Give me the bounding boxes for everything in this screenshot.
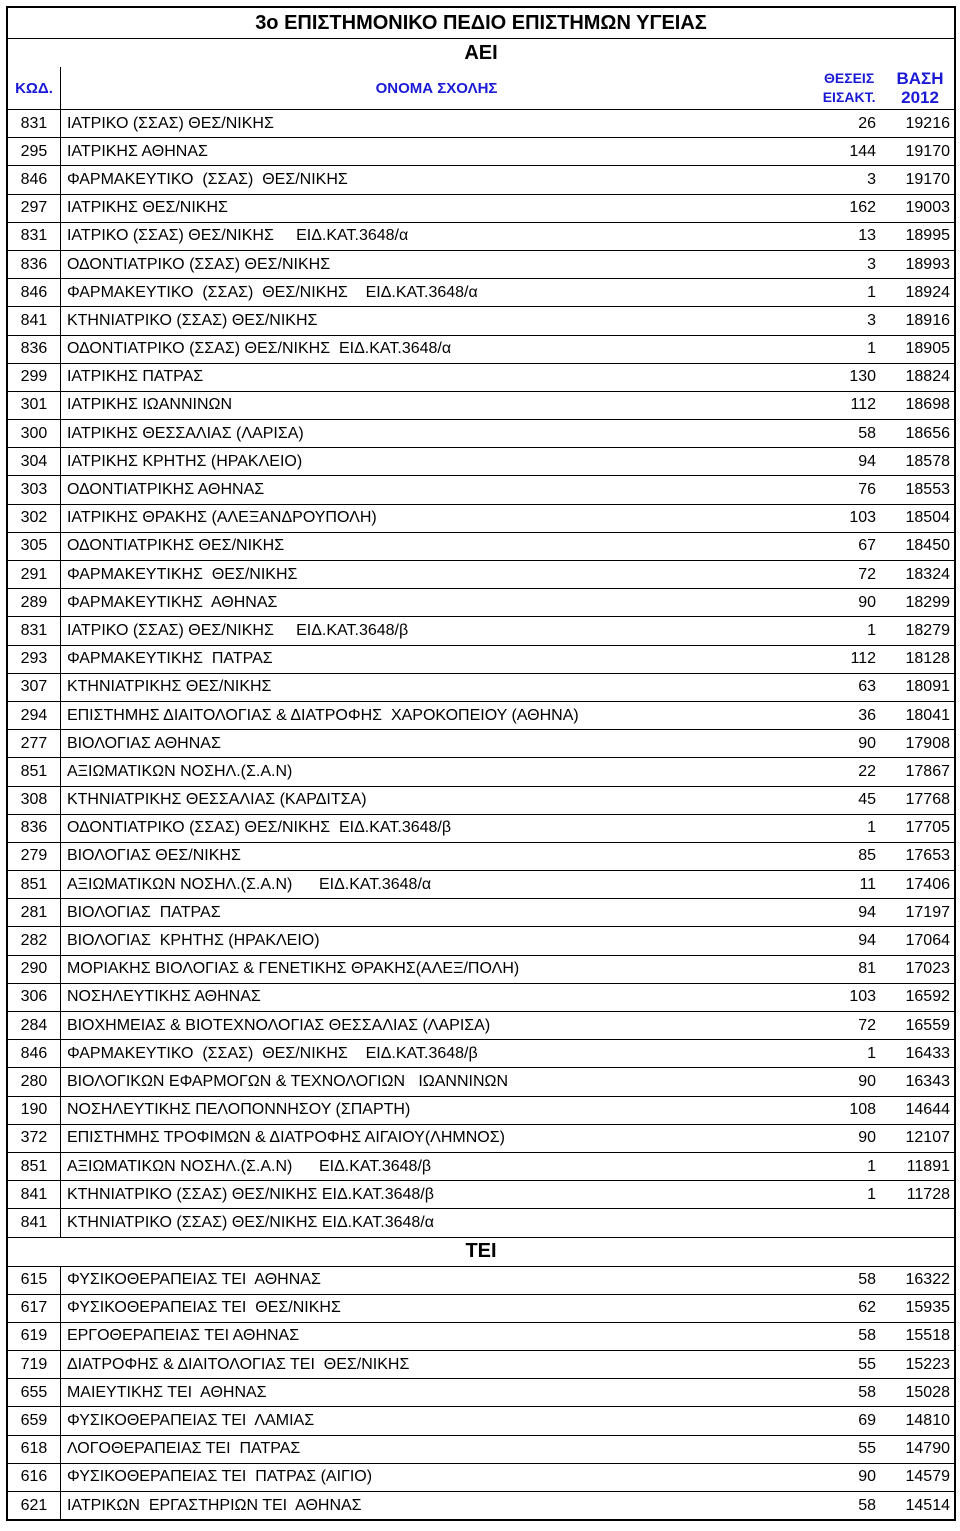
cell-name: ΕΠΙΣΤΗΜΗΣ ΔΙΑΙΤΟΛΟΓΙΑΣ & ΔΙΑΤΡΟΦΗΣ ΧΑΡΟΚΟΠΕΙΟΥ (ΑΘΗΝΑ)	[66, 706, 579, 724]
cell-name: ΒΙΟΛΟΓΙΚΩΝ ΕΦΑΡΜΟΓΩΝ & ΤΕΧΝΟΛΟΓΙΩΝ ΙΩΑΝΝΙΝΩΝ	[66, 1072, 509, 1090]
cell-name: ΝΟΣΗΛΕΥΤΙΚΗΣ ΠΕΛΟΠΟΝΝΗΣΟΥ (ΣΠΑΡΤΗ)	[66, 1101, 411, 1119]
cell-seats: 103	[849, 988, 877, 1006]
cell-base: 18128	[905, 650, 950, 668]
cell-base: 18916	[905, 311, 950, 329]
cell-code: 836	[8, 815, 61, 842]
cell-base: 15935	[905, 1299, 950, 1317]
cell-base: 15518	[905, 1327, 950, 1345]
cell-seats: 1	[867, 621, 877, 639]
cell-name: ΕΡΓΟΘΕΡΑΠΕΙΑΣ ΤΕΙ ΑΘΗΝΑΣ	[66, 1327, 300, 1345]
cell-name: ΙΑΤΡΙΚΟ (ΣΣΑΣ) ΘΕΣ/ΝΙΚΗΣ ΕΙΔ.ΚΑΤ.3648/α	[66, 227, 409, 245]
cell-base: 17406	[905, 875, 950, 893]
table-row	[8, 956, 954, 984]
header-seats-line1: ΘΕΣΕΙΣ	[823, 70, 875, 86]
cell-name: ΟΔΟΝΤΙΑΤΡΙΚΟ (ΣΣΑΣ) ΘΕΣ/ΝΙΚΗΣ ΕΙΔ.ΚΑΤ.3648/β	[66, 819, 452, 837]
cell-seats: 1	[867, 340, 877, 358]
cell-code: 841	[8, 307, 61, 334]
cell-code: 846	[8, 166, 61, 193]
cell-seats: 94	[858, 903, 877, 921]
cell-base: 14514	[905, 1496, 950, 1514]
cell-name: ΑΞΙΩΜΑΤΙΚΩΝ ΝΟΣΗΛ.(Σ.Α.Ν)	[66, 762, 293, 780]
aei-section-title: ΑΕΙ	[464, 41, 498, 64]
table-row	[8, 505, 954, 533]
cell-base: 15028	[905, 1383, 950, 1401]
cell-code: 304	[8, 448, 61, 475]
cell-name: ΚΤΗΝΙΑΤΡΙΚΟ (ΣΣΑΣ) ΘΕΣ/ΝΙΚΗΣ ΕΙΔ.ΚΑΤ.3648/β	[66, 1185, 434, 1203]
cell-name: ΝΟΣΗΛΕΥΤΙΚΗΣ ΑΘΗΝΑΣ	[66, 988, 261, 1006]
cell-name: ΒΙΟΛΟΓΙΑΣ ΑΘΗΝΑΣ	[66, 734, 221, 752]
cell-base: 18299	[905, 593, 950, 611]
cell-name: ΔΙΑΤΡΟΦΗΣ & ΔΙΑΙΤΟΛΟΓΙΑΣ ΤΕΙ ΘΕΣ/ΝΙΚΗΣ	[66, 1355, 410, 1373]
cell-code: 289	[8, 589, 61, 616]
cell-name: ΙΑΤΡΙΚΗΣ ΘΡΑΚΗΣ (ΑΛΕΞΑΝΔΡΟΥΠΟΛΗ)	[66, 509, 377, 527]
cell-seats: 58	[858, 1496, 877, 1514]
header-base-line2: 2012	[901, 88, 939, 107]
cell-name: ΦΑΡΜΑΚΕΥΤΙΚΗΣ ΑΘΗΝΑΣ	[66, 593, 278, 611]
table-row	[8, 1492, 954, 1519]
cell-seats: 55	[858, 1355, 877, 1373]
cell-seats: 3	[867, 255, 877, 273]
cell-code: 303	[8, 476, 61, 503]
cell-code: 291	[8, 561, 61, 588]
cell-code: 308	[8, 787, 61, 814]
table-row	[8, 364, 954, 392]
cell-name: ΒΙΟΧΗΜΕΙΑΣ & ΒΙΟΤΕΧΝΟΛΟΓΙΑΣ ΘΕΣΣΑΛΙΑΣ (ΛΑΡΙΣΑ)	[66, 1016, 491, 1034]
cell-code: 836	[8, 336, 61, 363]
cell-seats: 26	[858, 114, 877, 132]
cell-code: 831	[8, 110, 61, 137]
table-row	[8, 110, 954, 138]
table-row	[8, 476, 954, 504]
table-row	[8, 1012, 954, 1040]
cell-base: 18698	[905, 396, 950, 414]
table-row	[8, 1351, 954, 1379]
cell-name: ΚΤΗΝΙΑΤΡΙΚΟ (ΣΣΑΣ) ΘΕΣ/ΝΙΚΗΣ	[66, 311, 318, 329]
table-row	[8, 730, 954, 758]
cell-name: ΦΥΣΙΚΟΘΕΡΑΠΕΙΑΣ ΤΕΙ ΘΕΣ/ΝΙΚΗΣ	[66, 1299, 341, 1317]
table-row	[8, 1295, 954, 1323]
table-row	[8, 815, 954, 843]
cell-name: ΟΔΟΝΤΙΑΤΡΙΚΟ (ΣΣΑΣ) ΘΕΣ/ΝΙΚΗΣ ΕΙΔ.ΚΑΤ.3648/α	[66, 340, 452, 358]
cell-code: 851	[8, 871, 61, 898]
cell-name: ΙΑΤΡΙΚΗΣ ΘΕΣΣΑΛΙΑΣ (ΛΑΡΙΣΑ)	[66, 424, 304, 442]
table-row	[8, 1267, 954, 1295]
cell-base: 18504	[905, 509, 950, 527]
cell-seats: 85	[858, 847, 877, 865]
cell-name: ΑΞΙΩΜΑΤΙΚΩΝ ΝΟΣΗΛ.(Σ.Α.Ν) ΕΙΔ.ΚΑΤ.3648/α	[66, 875, 432, 893]
cell-base	[886, 1209, 954, 1236]
cell-base: 17768	[905, 791, 950, 809]
cell-name: ΦΑΡΜΑΚΕΥΤΙΚΟ (ΣΣΑΣ) ΘΕΣ/ΝΙΚΗΣ	[66, 170, 348, 188]
cell-code: 618	[8, 1436, 61, 1463]
cell-code: 846	[8, 1040, 61, 1067]
cell-base: 18905	[905, 340, 950, 358]
table-row	[8, 279, 954, 307]
cell-base: 14579	[905, 1468, 950, 1486]
cell-code: 851	[8, 758, 61, 785]
header-name: ΟΝΟΜΑ ΣΧΟΛΗΣ	[375, 79, 498, 97]
table-row	[8, 1097, 954, 1125]
cell-seats: 90	[858, 1468, 877, 1486]
cell-code: 295	[8, 138, 61, 165]
cell-base: 19170	[905, 170, 950, 188]
tei-table-body	[8, 1267, 954, 1520]
table-row	[8, 1436, 954, 1464]
cell-name: ΚΤΗΝΙΑΤΡΙΚΗΣ ΘΕΣ/ΝΙΚΗΣ	[66, 678, 272, 696]
cell-code: 284	[8, 1012, 61, 1039]
table-row	[8, 843, 954, 871]
cell-code: 282	[8, 927, 61, 954]
cell-seats: 94	[858, 452, 877, 470]
cell-base: 18995	[905, 227, 950, 245]
cell-seats: 22	[858, 762, 877, 780]
cell-code: 279	[8, 843, 61, 870]
cell-name: ΛΟΓΟΘΕΡΑΠΕΙΑΣ ΤΕΙ ΠΑΤΡΑΣ	[66, 1440, 301, 1458]
cell-seats: 58	[858, 1327, 877, 1345]
cell-name: ΦΑΡΜΑΚΕΥΤΙΚΗΣ ΘΕΣ/ΝΙΚΗΣ	[66, 565, 298, 583]
cell-base: 18578	[905, 452, 950, 470]
cell-seats: 162	[849, 199, 877, 217]
cell-base: 17653	[905, 847, 950, 865]
table-row	[8, 448, 954, 476]
cell-name: ΦΥΣΙΚΟΘΕΡΑΠΕΙΑΣ ΤΕΙ ΑΘΗΝΑΣ	[66, 1271, 321, 1289]
cell-base: 17023	[905, 960, 950, 978]
cell-code: 301	[8, 392, 61, 419]
cell-name: ΒΙΟΛΟΓΙΑΣ ΚΡΗΤΗΣ (ΗΡΑΚΛΕΙΟ)	[66, 932, 320, 950]
cell-base: 18450	[905, 537, 950, 555]
cell-name: ΦΑΡΜΑΚΕΥΤΙΚΗΣ ΠΑΤΡΑΣ	[66, 650, 273, 668]
cell-seats: 67	[858, 537, 877, 555]
table-row	[8, 1125, 954, 1153]
table-row	[8, 1153, 954, 1181]
cell-base: 17064	[905, 932, 950, 950]
cell-code: 280	[8, 1068, 61, 1095]
cell-name: ΚΤΗΝΙΑΤΡΙΚΗΣ ΘΕΣΣΑΛΙΑΣ (ΚΑΡΔΙΤΣΑ)	[66, 791, 367, 809]
cell-code: 300	[8, 420, 61, 447]
cell-name: ΦΥΣΙΚΟΘΕΡΑΠΕΙΑΣ ΤΕΙ ΠΑΤΡΑΣ (ΑΙΓΙΟ)	[66, 1468, 373, 1486]
cell-name: ΜΑΙΕΥΤΙΚΗΣ ΤΕΙ ΑΘΗΝΑΣ	[66, 1383, 267, 1401]
cell-base: 19170	[905, 142, 950, 160]
cell-code: 841	[8, 1209, 61, 1236]
table-row	[8, 392, 954, 420]
cell-name: ΟΔΟΝΤΙΑΤΡΙΚΗΣ ΘΕΣ/ΝΙΚΗΣ	[66, 537, 285, 555]
cell-base: 18041	[905, 706, 950, 724]
table-row	[8, 336, 954, 364]
cell-code: 621	[8, 1492, 61, 1519]
cell-code: 299	[8, 364, 61, 391]
cell-base: 14790	[905, 1440, 950, 1458]
table-row	[8, 1379, 954, 1407]
cell-seats	[812, 1209, 886, 1236]
cell-code: 293	[8, 646, 61, 673]
table-row	[8, 984, 954, 1012]
cell-seats: 76	[858, 481, 877, 499]
cell-seats: 72	[858, 565, 877, 583]
cell-seats: 112	[850, 396, 877, 414]
table-row	[8, 1068, 954, 1096]
table-row	[8, 646, 954, 674]
cell-seats: 94	[858, 932, 877, 950]
cell-code: 719	[8, 1351, 61, 1378]
cell-seats: 62	[858, 1299, 877, 1317]
cell-base: 19216	[905, 114, 950, 132]
cell-seats: 58	[858, 424, 877, 442]
cell-name: ΙΑΤΡΙΚΗΣ ΑΘΗΝΑΣ	[66, 142, 208, 160]
cell-base: 18824	[905, 368, 950, 386]
cell-name: ΦΑΡΜΑΚΕΥΤΙΚΟ (ΣΣΑΣ) ΘΕΣ/ΝΙΚΗΣ ΕΙΔ.ΚΑΤ.3648/α	[66, 283, 478, 301]
cell-seats: 103	[849, 509, 877, 527]
cell-code: 290	[8, 956, 61, 983]
table-row	[8, 223, 954, 251]
table-row	[8, 1040, 954, 1068]
admission-table	[6, 6, 956, 1521]
table-row	[8, 899, 954, 927]
table-row	[8, 927, 954, 955]
cell-seats: 36	[858, 706, 877, 724]
cell-code: 305	[8, 533, 61, 560]
cell-base: 16433	[905, 1044, 950, 1062]
cell-seats: 81	[858, 960, 877, 978]
cell-code: 851	[8, 1153, 61, 1180]
cell-seats: 1	[867, 1185, 877, 1203]
cell-seats: 144	[849, 142, 877, 160]
cell-code: 281	[8, 899, 61, 926]
cell-seats: 1	[867, 283, 877, 301]
cell-code: 190	[8, 1097, 61, 1124]
table-row	[8, 251, 954, 279]
cell-base: 17908	[905, 734, 950, 752]
cell-code: 306	[8, 984, 61, 1011]
cell-name: ΒΙΟΛΟΓΙΑΣ ΘΕΣ/ΝΙΚΗΣ	[66, 847, 241, 865]
table-row	[8, 1464, 954, 1492]
table-row	[8, 1323, 954, 1351]
table-row	[8, 561, 954, 589]
table-row	[8, 307, 954, 335]
cell-base: 18324	[905, 565, 950, 583]
cell-code: 307	[8, 674, 61, 701]
cell-code: 836	[8, 251, 61, 278]
cell-seats: 90	[858, 1129, 877, 1147]
cell-base: 11728	[906, 1185, 950, 1203]
cell-code: 297	[8, 195, 61, 222]
table-row	[8, 617, 954, 645]
cell-seats: 90	[858, 593, 877, 611]
cell-name: ΙΑΤΡΙΚΗΣ ΠΑΤΡΑΣ	[66, 368, 204, 386]
cell-base: 19003	[905, 199, 950, 217]
cell-base: 16559	[905, 1016, 950, 1034]
cell-base: 18993	[905, 255, 950, 273]
cell-name: ΙΑΤΡΙΚΩΝ ΕΡΓΑΣΤΗΡΙΩΝ ΤΕΙ ΑΘΗΝΑΣ	[66, 1496, 362, 1514]
cell-seats: 55	[858, 1440, 877, 1458]
cell-seats: 13	[858, 227, 877, 245]
table-row	[8, 589, 954, 617]
header-base	[886, 67, 954, 109]
cell-base: 17705	[905, 819, 950, 837]
cell-base: 18279	[905, 621, 950, 639]
cell-base: 18924	[905, 283, 950, 301]
cell-name: ΙΑΤΡΙΚΗΣ ΙΩΑΝΝΙΝΩΝ	[66, 396, 233, 414]
cell-seats: 112	[850, 650, 877, 668]
table-row	[8, 871, 954, 899]
cell-code: 659	[8, 1407, 61, 1434]
cell-seats: 1	[867, 1044, 877, 1062]
cell-base: 16343	[905, 1072, 950, 1090]
cell-code: 831	[8, 223, 61, 250]
cell-seats: 108	[849, 1101, 877, 1119]
cell-name: ΒΙΟΛΟΓΙΑΣ ΠΑΤΡΑΣ	[66, 903, 221, 921]
header-seats-line2: ΕΙΣΑΚΤ.	[822, 89, 876, 105]
table-row	[8, 533, 954, 561]
cell-name: ΕΠΙΣΤΗΜΗΣ ΤΡΟΦΙΜΩΝ & ΔΙΑΤΡΟΦΗΣ ΑΙΓΑΙΟΥ(ΛΗΜΝΟΣ)	[66, 1129, 505, 1147]
cell-code: 617	[8, 1295, 61, 1322]
cell-code: 619	[8, 1323, 61, 1350]
cell-code: 841	[8, 1181, 61, 1208]
cell-code: 615	[8, 1267, 61, 1294]
cell-name: ΚΤΗΝΙΑΤΡΙΚΟ (ΣΣΑΣ) ΘΕΣ/ΝΙΚΗΣ ΕΙΔ.ΚΑΤ.3648/α	[66, 1213, 434, 1231]
cell-seats: 1	[867, 819, 877, 837]
table-row	[8, 758, 954, 786]
cell-name: ΙΑΤΡΙΚΟ (ΣΣΑΣ) ΘΕΣ/ΝΙΚΗΣ	[66, 114, 274, 132]
cell-name: ΙΑΤΡΙΚΗΣ ΚΡΗΤΗΣ (ΗΡΑΚΛΕΙΟ)	[66, 452, 303, 470]
cell-base: 12107	[905, 1129, 950, 1147]
table-row	[8, 420, 954, 448]
cell-seats: 11	[859, 875, 877, 893]
cell-name: ΟΔΟΝΤΙΑΤΡΙΚΟ (ΣΣΑΣ) ΘΕΣ/ΝΙΚΗΣ	[66, 255, 331, 273]
cell-name: ΟΔΟΝΤΙΑΤΡΙΚΗΣ ΑΘΗΝΑΣ	[66, 481, 265, 499]
aei-table-body	[8, 110, 954, 1238]
cell-base: 18091	[905, 678, 950, 696]
cell-base: 14810	[905, 1412, 950, 1430]
cell-code: 277	[8, 730, 61, 757]
table-header	[8, 67, 954, 110]
cell-code: 294	[8, 702, 61, 729]
cell-seats: 63	[858, 678, 877, 696]
cell-seats: 3	[867, 170, 877, 188]
cell-base: 17197	[905, 903, 950, 921]
cell-seats: 90	[858, 1072, 877, 1090]
cell-seats: 3	[867, 311, 877, 329]
cell-seats: 72	[858, 1016, 877, 1034]
cell-seats: 58	[858, 1271, 877, 1289]
cell-code: 372	[8, 1125, 61, 1152]
cell-seats: 69	[858, 1412, 877, 1430]
table-row	[8, 166, 954, 194]
cell-base: 18656	[905, 424, 950, 442]
cell-name: ΦΥΣΙΚΟΘΕΡΑΠΕΙΑΣ ΤΕΙ ΛΑΜΙΑΣ	[66, 1412, 315, 1430]
table-row	[8, 138, 954, 166]
cell-name: ΙΑΤΡΙΚΗΣ ΘΕΣ/ΝΙΚΗΣ	[66, 199, 228, 217]
table-row	[8, 195, 954, 223]
cell-seats: 1	[867, 1157, 877, 1175]
cell-seats: 45	[858, 791, 877, 809]
cell-seats: 130	[849, 368, 877, 386]
cell-code: 616	[8, 1464, 61, 1491]
cell-name: ΜΟΡΙΑΚΗΣ ΒΙΟΛΟΓΙΑΣ & ΓΕΝΕΤΙΚΗΣ ΘΡΑΚΗΣ(ΑΛΕΞ/ΠΟΛΗ)	[66, 960, 520, 978]
cell-base: 16592	[905, 988, 950, 1006]
table-row	[8, 1407, 954, 1435]
table-row	[8, 674, 954, 702]
cell-base: 11891	[906, 1157, 950, 1175]
cell-base: 17867	[905, 762, 950, 780]
cell-base: 14644	[905, 1101, 950, 1119]
cell-base: 15223	[905, 1355, 950, 1373]
header-seats	[812, 67, 886, 109]
header-base-line1: ΒΑΣΗ	[896, 69, 944, 88]
cell-code: 846	[8, 279, 61, 306]
cell-code: 302	[8, 505, 61, 532]
cell-seats: 58	[858, 1383, 877, 1401]
cell-code: 655	[8, 1379, 61, 1406]
cell-base: 18553	[905, 481, 950, 499]
cell-base: 16322	[905, 1271, 950, 1289]
cell-name: ΦΑΡΜΑΚΕΥΤΙΚΟ (ΣΣΑΣ) ΘΕΣ/ΝΙΚΗΣ ΕΙΔ.ΚΑΤ.3648/β	[66, 1044, 478, 1062]
table-row	[8, 1209, 954, 1237]
cell-seats: 90	[858, 734, 877, 752]
tei-section-title: ΤΕΙ	[8, 1238, 954, 1267]
cell-name: ΙΑΤΡΙΚΟ (ΣΣΑΣ) ΘΕΣ/ΝΙΚΗΣ ΕΙΔ.ΚΑΤ.3648/β	[66, 621, 409, 639]
cell-name: ΑΞΙΩΜΑΤΙΚΩΝ ΝΟΣΗΛ.(Σ.Α.Ν) ΕΙΔ.ΚΑΤ.3648/β	[66, 1157, 432, 1175]
cell-code: 831	[8, 617, 61, 644]
header-code: ΚΩΔ.	[8, 67, 61, 109]
table-row	[8, 702, 954, 730]
table-row	[8, 787, 954, 815]
page-title: 3ο ΕΠΙΣΤΗΜΟΝΙΚΟ ΠΕΔΙΟ ΕΠΙΣΤΗΜΩΝ ΥΓΕΙΑΣ	[8, 8, 954, 39]
table-row	[8, 1181, 954, 1209]
